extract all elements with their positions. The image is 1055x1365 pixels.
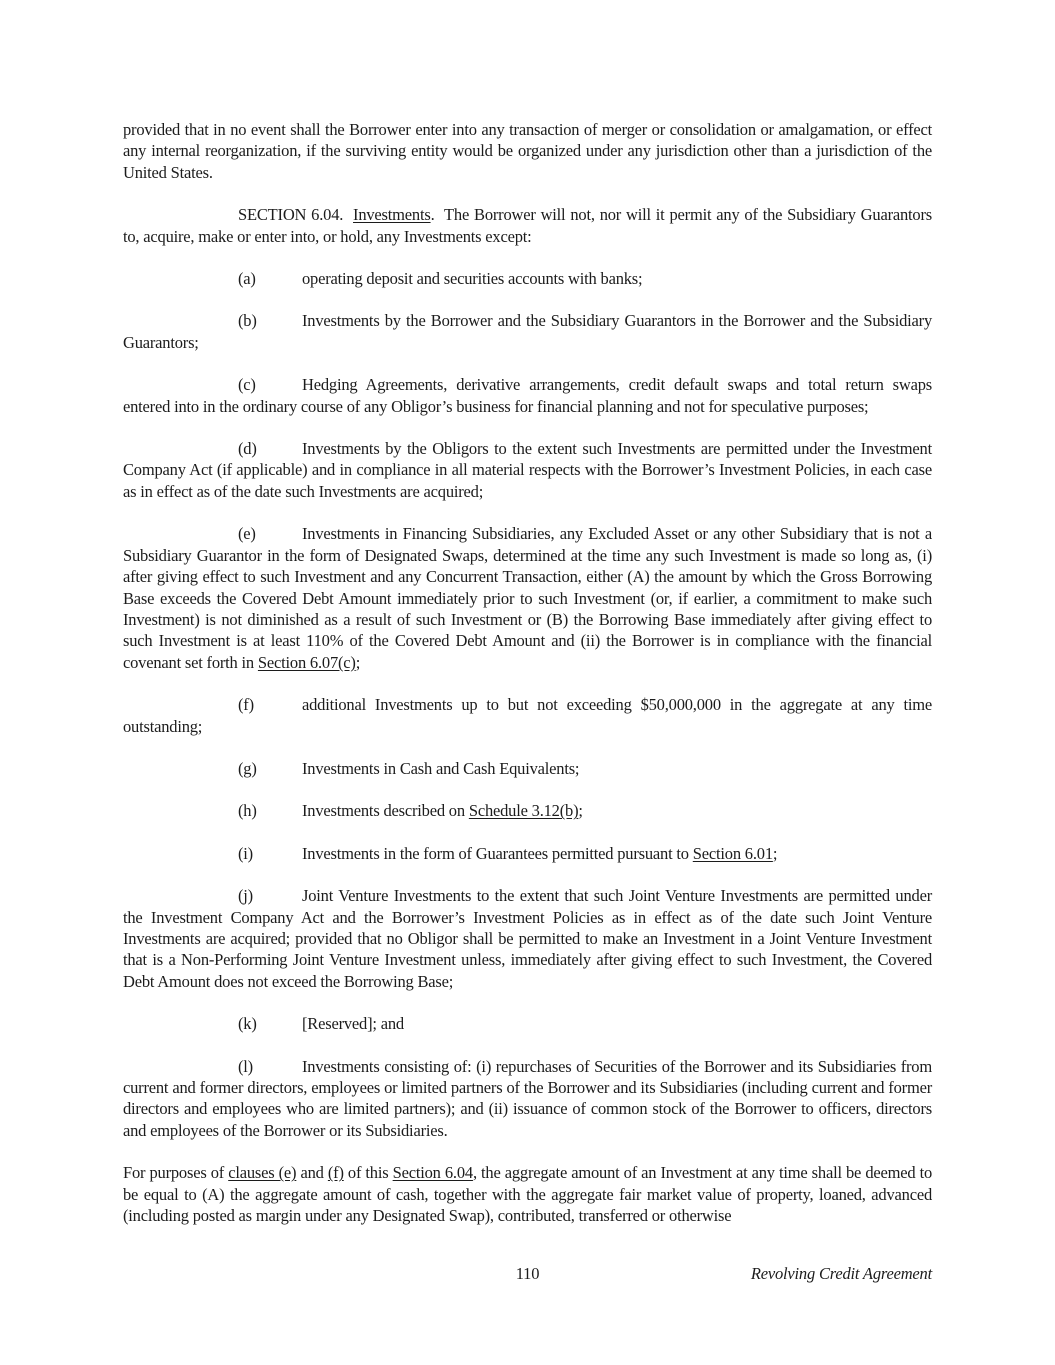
clause-i-text: Investments in the form of Guarantees permitted pursuant to [302, 843, 693, 863]
clause-l-label: (l) [238, 1056, 253, 1076]
clause-j-label: (j) [238, 886, 253, 906]
clause-e-text-end: ; [355, 652, 361, 672]
clause-b [123, 310, 932, 353]
clause-b-label: (b) [238, 311, 257, 331]
clause-e-text: Investments in Financing Subsidiaries, any Excluded Asset or any other Subsidiary that is not a Subsidiary Guarantor in the form of Designated Swaps, determined at the time any such Investment is made so long as, (i) after giving effect to such Investment and any Concurrent Transaction, either (A) the amount by which the Gross Borrowing Base exceeds the Covered Debt Amount immediately prior to such Investment (or, if earlier, a commitment to make such Investment) is not diminished as a result of such Investment or (B) the Borrowing Base immediately after giving effect to such Investment is at least 110% of the Covered Debt Amount and (ii) the Borrower is in compliance with the financial covenant set forth in [123, 524, 932, 672]
closing-text-1: For purposes of [123, 1163, 229, 1183]
clause-h-label: (h) [238, 801, 257, 821]
clause-h-text-end: ; [578, 801, 583, 821]
closing-section-ref: Section 6.04 [392, 1163, 473, 1183]
clause-f-text: additional Investments up to but not exceeding $50,000,000 in the aggregate at any time outstanding; [123, 695, 932, 736]
clause-c-label: (c) [238, 375, 256, 395]
clause-f-label: (f) [238, 695, 254, 715]
document-body [123, 119, 932, 1247]
clause-e-label: (e) [238, 524, 256, 544]
closing-clauses-e-ref: clauses (e) [228, 1163, 297, 1183]
clause-i [123, 843, 932, 864]
clause-g [123, 758, 932, 779]
clause-i-section-ref: Section 6.01 [692, 843, 773, 863]
clause-h-text: Investments described on [302, 801, 469, 821]
page-number: 110 [515, 1264, 540, 1283]
paragraph-intro: provided that in no event shall the Borrower enter into any transaction of merger or consolidation or amalgamation, or effect any internal reorganization, if the surviving entity would be organized under any jurisdiction other than a jurisdiction of the United States. [123, 120, 932, 182]
clause-l [123, 1056, 932, 1142]
clause-h-schedule-ref: Schedule 3.12(b) [468, 801, 579, 821]
section-title: Investments [353, 205, 431, 225]
clause-g-label: (g) [238, 758, 257, 778]
clause-h [123, 800, 932, 821]
clause-b-text: Investments by the Borrower and the Subsidiary Guarantors in the Borrower and the Subsidiary Guarantors; [123, 311, 932, 352]
clause-k [123, 1013, 932, 1034]
clause-l-text: Investments consisting of: (i) repurchases of Securities of the Borrower and its Subsidiaries from current and former directors, employees or limited partners of the Borrower and its Subsidiaries (including current and former directors and employees who are limited partners); and (ii) issuance of common stock of the Borrower to officers, directors and employees of the Borrower or its Subsidiaries. [123, 1056, 932, 1140]
closing-clause-f-ref: (f) [327, 1163, 344, 1183]
section-heading-paragraph [123, 204, 932, 247]
clause-i-label: (i) [238, 843, 253, 863]
footer-doc-title: Revolving Credit Agreement [750, 1264, 932, 1283]
clause-k-text: [Reserved]; and [302, 1014, 404, 1034]
clause-a-label: (a) [238, 269, 256, 289]
clause-f [123, 694, 932, 737]
clause-d-text: Investments by the Obligors to the extent such Investments are permitted under the Investment Company Act (if applicable) and in compliance in all material respects with the Borrower’s Investment Policies, in each case as in effect as of the date such Investments are acquired; [123, 439, 932, 501]
clause-j [123, 885, 932, 992]
clause-e [123, 523, 932, 673]
clause-c-text: Hedging Agreements, derivative arrangements, credit default swaps and total return swaps entered into in the ordinary course of any Obligor’s business for financial planning and not for speculative purposes; [123, 375, 932, 416]
closing-text-4: , the aggregate amount of an Investment at any time shall be deemed to be equal to (A) the aggregate amount of cash, together with the aggregate fair market value of property, loaned, advanced (including posted as margin under any Designated Swap), contributed, transferred or otherwise [123, 1163, 933, 1226]
closing-text-3: of this [343, 1163, 393, 1183]
section-number: SECTION 6.04. [238, 205, 354, 225]
section-heading-text: . The Borrower will not, nor will it permit any of the Subsidiary Guarantors to, acquire, make or enter into, or hold, any Investments except: [123, 205, 932, 246]
closing-text-2: and [296, 1163, 328, 1183]
clause-d [123, 438, 932, 502]
paragraph-closing [123, 1162, 932, 1226]
clause-c [123, 374, 932, 417]
clause-i-text-end: ; [772, 843, 778, 863]
clause-j-text: Joint Venture Investments to the extent that such Joint Venture Investments are permitted under the Investment Company Act and the Borrower’s Investment Policies as in effect as of the date such Joint Venture Investments are acquired; provided that no Obligor shall be permitted to make an Investment in a Joint Venture Investment that is a Non-Performing Joint Venture Investment unless, immediately after giving effect to such Investment, the Covered Debt Amount does not exceed the Borrowing Base; [123, 886, 932, 991]
clause-a [123, 268, 932, 289]
clause-k-label: (k) [238, 1014, 257, 1034]
clause-g-text: Investments in Cash and Cash Equivalents; [302, 758, 580, 778]
page-footer [123, 1263, 932, 1287]
clause-e-section-ref: Section 6.07(c) [257, 652, 356, 672]
clause-a-text: operating deposit and securities accounts with banks; [302, 269, 643, 289]
clause-d-label: (d) [238, 439, 257, 459]
